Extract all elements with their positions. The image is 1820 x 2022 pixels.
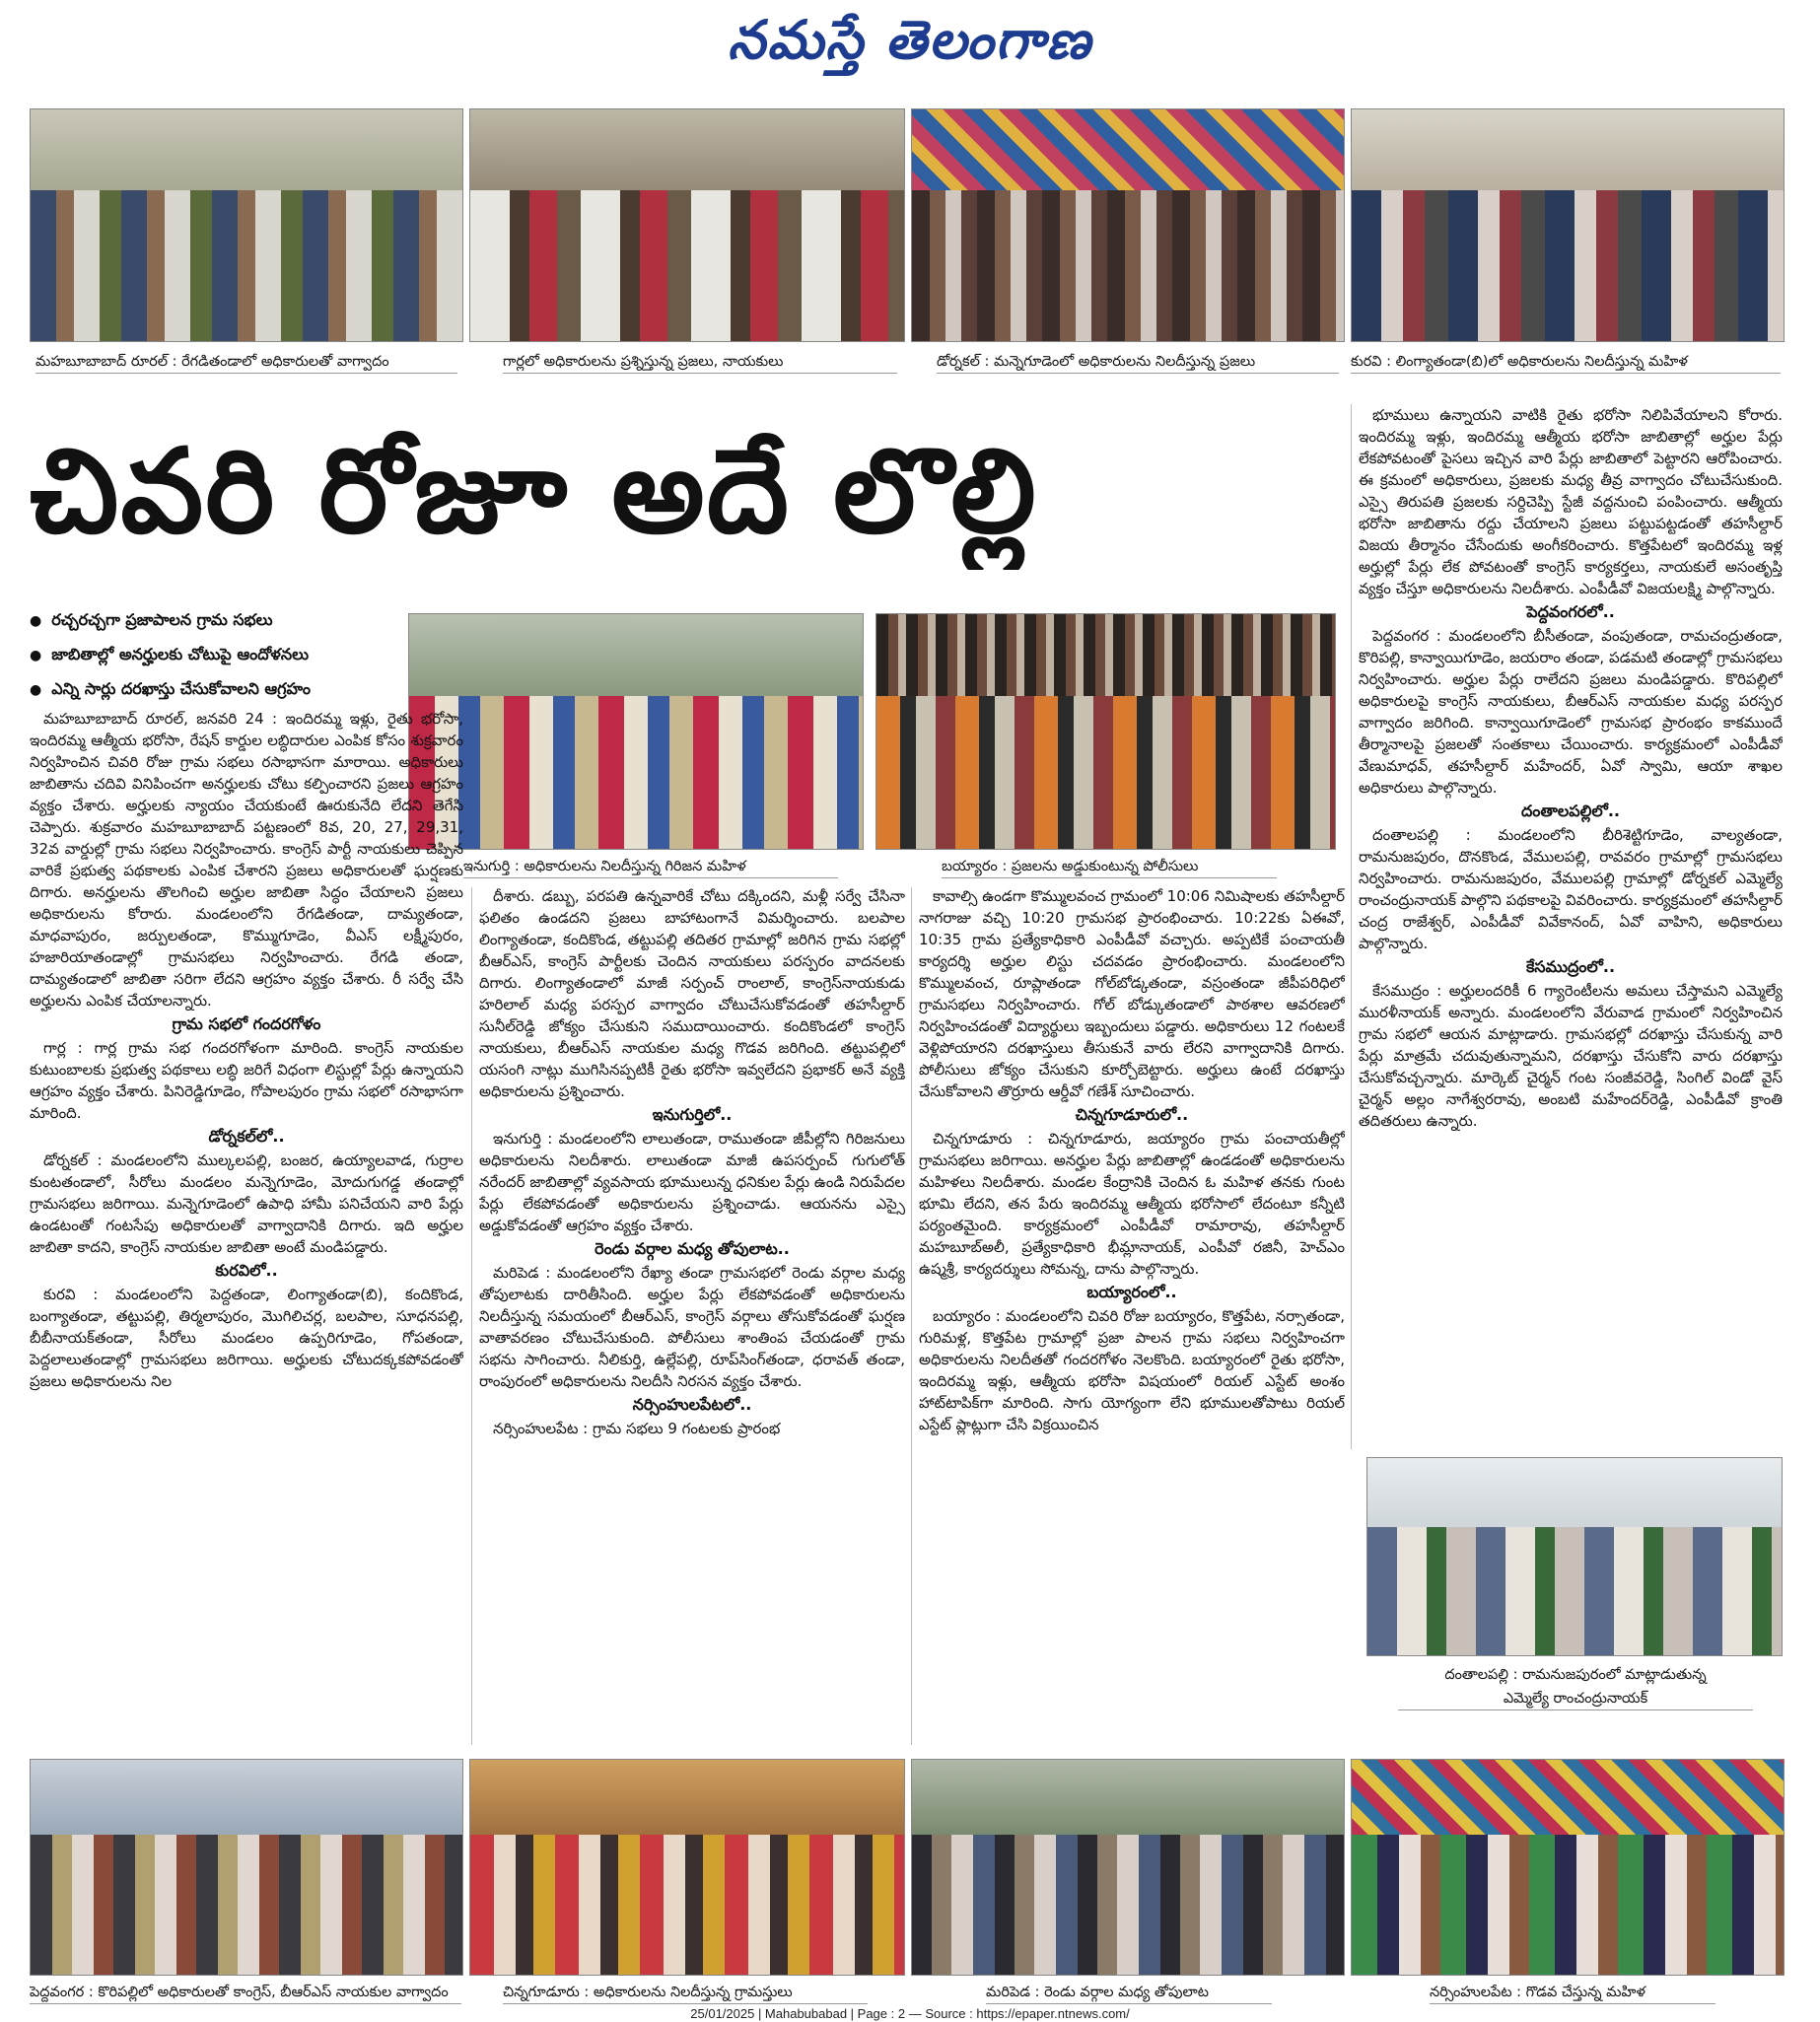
photo-inugurthi	[408, 613, 864, 850]
subheading: బయ్యారంలో..	[1086, 1283, 1177, 1301]
photo-lingyathanda	[1351, 108, 1785, 342]
article-paragraph: కేసముద్రం : అర్హులందరికీ 6 గ్యారెంటీలను అమలు చేస్తామని ఎమ్మెల్యే మురళీనాయక్ అన్నారు. మండలంలోని వేరువాడ గ్రామంలో నిర్వహించిన గ్రామ సభలో ఆయన మాట్లాడారు. గ్రామసభల్లో దరఖాస్తు చేసుకున్న వారి పేర్లు మాత్రమే చదువుతున్నామని, దరఖాస్తు చేసుకోని వారు దరఖాస్తు చేసుకోవచ్చన్నారు. మార్కెట్ చైర్మన్ గంట సంజీవరెడ్డి, సింగిల్ విండో వైస్ చైర్మన్ అల్లం నాగేశ్వరరావు, అంబటి మహేందర్‌రెడ్డి, ఎంపీడీవో క్రాంతి తదితరులు ఉన్నారు.	[1359, 982, 1783, 1130]
article-paragraph: మహబూబాబాద్ రూరల్, జనవరి 24 : ఇందిరమ్మ ఇళ్లు, రైతు భరోసా, ఇందిరమ్మ ఆత్మీయ భరోసా, రేషన్ కార్డుల లబ్ధిదారుల ఎంపిక కోసం శుక్రవారం నిర్వహించిన చివరి రోజు గ్రామ సభలు రసాభాసగా మారాయి. అధికారులు జాబితాను చదివి వినిపించగా అనర్హులకు చోటు కల్పించారని ప్రజలు ఆగ్రహం వ్యక్తం చేశారు. అర్హులకు న్యాయం చేయకుంటే ఊరుకునేది లేదని తెగేసి చెప్పారు. శుక్రవారం మహబూబాబాద్ పట్టణంలో 8వ, 20, 27, 29,31, 32వ వార్డుల్లో గ్రామ సభలు నిర్వహించారు. కాంగ్రెస్ పార్టీ నాయకులు చెప్పిన వారికే ప్రభుత్వ పథకాలకు ఎంపిక చేశారని ప్రజలు అధికారులతో ఘర్షణకు దిగారు. అనర్హులను తొలగించి అర్హుల జాబితా సిద్ధం చేయాలని ప్రజలు అధికారులను కోరారు. మండలంలోని రేగడితండా, దామ్యతండా, మాధవాపురం, జర్పులతండా, కొమ్ముగూడెం, వీఎస్ లక్ష్మీపురం, హజారియాతండాల్లో గ్రామసభలు నిర్వహించారు. రేగడి తండా, దామ్యతండాలో జాబితా సరిగా లేదని ఆగ్రహం వ్యక్తం చేశారు. రీ సర్వే చేసి అర్హులను ఎంపిక చేయాలన్నారు.	[30, 710, 463, 1010]
article-paragraph: నర్సింహులపేట : గ్రామ సభలు 9 గంటలకు ప్రారంభ	[493, 1420, 781, 1437]
photo-garla	[469, 108, 905, 342]
article-paragraph: మరిపెడ : మండలంలోని రేఖ్యా తండా గ్రామసభలో రెండు వర్గాల మధ్య తోపులాటకు దారితీసింది. అర్హుల పేర్లు లేకపోవడంతో అధికారులను నిలదీస్తున్న సమయంలో బీఆర్ఎస్, కాంగ్రెస్ వర్గాలు తోసుకోవడంతో ఘర్షణ వాతావరణం చోటుచేసుకుంది. పోలీసులు శాంతింప చేయడంతో గ్రామ సభను సాగించారు. నీలికుర్తి, ఉల్లేపల్లి, రూప్‌సింగ్‌తండా, ధరావత్ తండా, రాంపురంలో అధికారులను నిలదీసి నిరసన వ్యక్తం చేశారు.	[479, 1264, 905, 1390]
column-rule	[1351, 404, 1352, 1449]
photo-chinnagudur	[469, 1759, 905, 1976]
footer-bar: 25/01/2025 | Mahabubabad | Page : 2 — Source : https://epaper.ntnews.com/	[611, 2005, 1209, 2022]
article-paragraph: భూములు ఉన్నాయని వాటికి రైతు భరోసా నిలిపివేయాలని కోరారు. ఇందిరమ్మ ఇళ్లు, ఇందిరమ్మ ఆత్మీయ భరోసా జాబితాల్లో అర్హుల పేర్లు లేకపోవటంతో పైసలు ఇచ్చిన వారి పేర్లు జాబితాలో పెట్టారని ఆరోపించారు. ఈ క్రమంలో అధికారులు, ప్రజలకు మధ్య తీవ్ర వాగ్వాదం చోటుచేసుకుంది. ఎస్సై తిరుపతి ప్రజలకు సర్దిచెప్పి స్టేజీ వద్దనుంచి పంపించారు. ఆత్మీయ భరోసా జాబితాను రద్దు చేయాలని ప్రజలు పట్టుపట్టడంతో తహసీల్దార్ విజయ తీర్మానం చేసేందుకు అంగీకరించారు. కొత్తపేటలో ఇందిరమ్మ ఇళ్ల అర్హుల్లో పేర్లు లేక పోవటంతో కాంగ్రెస్ కార్యకర్తలు, నాయకులే అసంతృప్తి వ్యక్తం చేస్తూ అధికారులను నిలదీశారు. ఎంపీడీవో విజయలక్ష్మి పాల్గొన్నారు.	[1359, 406, 1783, 597]
article-paragraph: గార్ల : గార్ల గ్రామ సభ గందరగోళంగా మారింది. కాంగ్రెస్ నాయకుల కుటుంబాలకు ప్రభుత్వ పథకాలు లబ్ధి జరిగే విధంగా లిస్టుల్లో పేర్లు ఉన్నాయని ఆగ్రహం వ్యక్తం చేశారు. పినిరెడ్డిగూడెం, గోపాలపురం గ్రామ సభలో రసాభాసగా మారింది.	[30, 1039, 463, 1122]
subheading: దంతాలపల్లిలో..	[1521, 802, 1620, 820]
column-rule	[471, 887, 472, 1745]
photo-narsimhulapet	[1351, 1759, 1785, 1976]
footer-source-link[interactable]: Source : https://epaper.ntnews.com/	[925, 2006, 1130, 2021]
photo-maripeda	[911, 1759, 1345, 1976]
subheading: రెండు వర్గాల మధ్య తోపులాట..	[595, 1239, 790, 1258]
bullet-3: ● ఎన్ని సార్లు దరఖాస్తు చేసుకోవాలని ఆగ్రహం	[30, 672, 404, 707]
caption-mannegudem: డోర్నకల్ : మన్నెగూడెంలో అధికారులను నిలదీస్తున్న ప్రజలు	[937, 351, 1339, 374]
caption-narsimhulapet: నర్సింహులపేట : గొడవ చేస్తున్న మహిళ	[1430, 1982, 1715, 2004]
subheading: కేసముద్రంలో..	[1525, 957, 1616, 976]
headline: చివరి రోజూ అదే లొల్లి	[30, 423, 1038, 559]
caption-regadithanda: మహబూబాబాద్ రూరల్ : రేగడితండాలో అధికారులతో వాగ్వాదం	[35, 351, 457, 374]
photo-mannegudem	[911, 108, 1345, 342]
subheading: గ్రామ సభలో గందరగోళం	[172, 1014, 321, 1033]
caption-bayyaram: బయ్యారం : ప్రజలను అడ్డుకుంటున్న పోలీసులు	[942, 856, 1277, 878]
subheading: పెద్దవంగరలో..	[1526, 602, 1615, 621]
caption-lingyathanda: కురవి : లింగ్యాతండా(బి)లో అధికారులను నిలదీస్తున్న మహిళ	[1351, 351, 1781, 374]
subheading: నర్సింహులపేటలో..	[632, 1395, 752, 1414]
highlight-bullets	[30, 603, 404, 707]
article-paragraph: కావాల్సి ఉండగా కొమ్ములవంచ గ్రామంలో 10:06 నిమిషాలకు తహసీల్దార్ నాగరాజు వచ్చి 10:20 గ్రామసభ ప్రారంభించారు. 10:22కు ఏఈవో, 10:35 గ్రామ ప్రత్యేకాధికారి ఎంపీడీవో వచ్చారు. అప్పటికే పంచాయతీ కార్యదర్శి అర్హుల లిస్టు చదవడం ప్రారంభించారు. మండలంలోని కొమ్ములవంచ, రూప్లాతండా గోల్‌బోడ్కతండా, వస్రంతండా జీపీపరిధిలో గ్రామసభలు నిర్వహించారు. గోల్ బోడ్కుతండాలో పాఠశాల ఆవరణలో నిర్వహించడంతో విద్యార్థులు ఇబ్బందులు పడ్డారు. అధికారులు 12 గంటలకే వెళ్లిపోయారని దరఖాస్తులు తీసుకునే వారు లేరని వాగ్వాదానికి దిగారు. పోలీసులు జోక్యం చేసుకుని కూర్చోబెట్టారు. అర్హులు ఉంటే దరఖాస్తు చేసుకోవాలని తొర్రూరు ఆర్డీవో గణేశ్ సూచించారు.	[919, 887, 1345, 1100]
article-paragraph: దీశారు. డబ్బు, పరపతి ఉన్నవారికే చోటు దక్కిందని, మళ్లీ సర్వే చేసినా ఫలితం ఉండదని ప్రజలు బాహాటంగానే విమర్శించారు. బలపాల లింగ్యాతండా, కందికొండ, తట్టుపల్లి తదితర గ్రామాల్లో జరిగిన గ్రామ సభల్లో బీఆర్ఎస్, కాంగ్రెస్ పార్టీలకు చెందిన నాయకులు పరస్పరం వాదనలకు దిగారు. లింగ్యాతండాలో మాజీ సర్పంచ్ రాంలాల్, కాంగ్రెస్‌నాయకుడు హరిలాల్ మధ్య పరస్పర వాగ్వాదం చోటుచేసుకోవడంతో తహసీల్దార్ సునీల్‌రెడ్డి జోక్యం చేసుకుని సముదాయించారు. కందికొండలో కాంగ్రెస్ నాయకులు, బీఆర్ఎస్ నాయకుల మధ్య గొడవ జరిగింది. తట్టుపల్లిలో యసంగి నాట్లు ముగిసినప్పటికీ రైతు భరోసా ఇవ్వలేదని ప్రభాకర్ అనే వ్యక్తి అధికారులను ప్రశ్నించారు.	[479, 887, 905, 1100]
article-column-1	[30, 708, 463, 1743]
subheading: డోర్నకల్‌లో..	[208, 1127, 285, 1146]
caption-ramanujapuram-1: దంతాలపల్లి : రామనుజపురంలో మాట్లాడుతున్న	[1444, 1667, 1707, 1683]
article-paragraph: దంతాలపల్లి : మండలంలోని బీరిశెట్టిగూడెం, వాల్యతండా, రామనుజపురం, దొనకొండ, వేములపల్లి, రావవరం గ్రామాల్లో గ్రామసభలు నిర్వహించారు. రామనుజపురం, వేములపల్లి గ్రామాల్లో డోర్నకల్ ఎమ్మెల్యే రాంచంద్రునాయక్ పాల్గొని పథకాలపై వివరించారు. కార్యక్రమంలో తహసీల్దార్ చంద్ర రాజేశ్వర్, ఎంపీడీవో వివేకానంద్, ఏవో వాహిని, అధికారులు పాల్గొన్నారు.	[1359, 826, 1783, 952]
article-column-4	[1359, 404, 1783, 1454]
article-column-3	[919, 885, 1345, 1743]
caption-chinnagudur: చిన్నగూడూరు : అధికారులను నిలదీస్తున్న గ్రామస్తులు	[503, 1982, 868, 2004]
bullet-1: ● రచ్చరచ్చగా ప్రజాపాలన గ్రామ సభలు	[30, 603, 404, 638]
photo-regadithanda	[30, 108, 463, 342]
subheading: ఇనుగుర్తిలో..	[652, 1105, 733, 1124]
masthead-logo: నమస్తే తెలంగాణ	[728, 8, 1092, 71]
photo-koripalli	[30, 1759, 463, 1976]
article-paragraph: చిన్నగూడూరు : చిన్నగూడూరు, జయ్యారం గ్రామ పంచాయతీల్లో గ్రామసభలు జరిగాయి. అనర్హుల పేర్లు జాబితాల్లో ఉండడంతో అధికారులను మహిళలు నిలదీశారు. మండల కేంద్రానికి చెందిన ఓ మహిళ తనకు గుంట భూమి లేదని, తన పేరు ఇందిరమ్మ ఆత్మీయ భరోసాలో లేదంటూ కన్నీటి పర్యంతమైంది. కార్యక్రమంలో ఎంపీడీవో రామారావు, తహసీల్దార్ మహబూబ్‌అలీ, ప్రత్యేకాధికారి భీమ్లానాయక్, ఎంపీవో రజినీ, హెచ్‌ఎం ఉష్మశ్రీ, కార్యదర్శులు సోమన్న, దాను పాల్గొన్నారు.	[919, 1130, 1345, 1278]
caption-garla: గార్లలో అధికారులను ప్రశ్నిస్తున్న ప్రజలు, నాయకులు	[503, 351, 897, 374]
subheading: చిన్నగూడూరులో..	[1075, 1105, 1189, 1124]
subheading: కురవిలో..	[215, 1261, 278, 1280]
photo-ramanujapuram	[1366, 1457, 1783, 1656]
caption-ramanujapuram-2: ఎమ్మెల్యే రాంచంద్రునాయక్	[1398, 1688, 1753, 1710]
article-paragraph: కురవి : మండలంలోని పెద్దతండా, లింగ్యాతండా(బి), కందికొండ, బంగ్యాతండా, తట్టుపల్లి, తిర్మలాపురం, మొగిలిచర్ల, బలపాల, సూధనపల్లి, బీబీనాయక్‌తండా, సీరోలు మండలం ఉప్పరిగూడెం, గోపతండా, పెద్దలాలుతండాల్లో గ్రామసభలు జరిగాయి. అర్హులకు చోటుదక్కకపోవడంతో ప్రజలు అధికారులను నిల	[30, 1286, 463, 1390]
caption-koripalli: పెద్దవంగర : కొరిపల్లిలో అధికారులతో కాంగ్రెస్, బీఆర్ఎస్ నాయకుల వాగ్వాదం	[30, 1982, 461, 2004]
bullet-2: ● జాబితాల్లో అనర్హులకు చోటుపై ఆందోళనలు	[30, 638, 404, 672]
caption-inugurthi: ఇనుగుర్తి : అధికారులను నిలదీస్తున్న గిరిజన మహిళ	[463, 856, 838, 878]
footer-page-info: 25/01/2025 | Mahabubabad | Page : 2	[690, 2006, 906, 2021]
article-paragraph: పెద్దవంగర : మండలంలోని బీసీతండా, వంపుతండా, రామచంద్రుతండా, కొరిపల్లి, కాన్వాయిగూడెం, జయరాం తండా, పడమటి తండాల్లో గ్రామసభలు నిర్వహించారు. అర్హుల పేర్లు రాలేదని ప్రజలు మండిపడ్డారు. కొరిపల్లిలో అధికారులపై కాంగ్రెస్ నాయకులు, బీఆర్ఎస్ నాయకుల మధ్య పరస్పర వాగ్వాదం జరిగింది. కాన్వాయిగూడెంలో గ్రామసభ ప్రారంభం కాకముందే తీర్మానాలపై ప్రజలతో సంతకాలు చేయించారు. కార్యక్రమంలో ఎంపీడీవో వేణుమాధవ్, తహసీల్దార్ మహేందర్, ఏవో స్వామి, ఆయా శాఖల అధికారులు పాల్గొన్నారు.	[1359, 627, 1783, 797]
article-column-2	[479, 885, 905, 1743]
photo-bayyaram	[875, 613, 1336, 850]
column-rule	[911, 887, 912, 1745]
article-paragraph: బయ్యారం : మండలంలోని చివరి రోజు బయ్యారం, కొత్తపేట, నర్సాతండా, గురిమళ్ల, కొత్తపేట గ్రామాల్లో ప్రజా పాలన గ్రామ సభలు నిర్వహించగా అధికారులను నిలదీతతో గందరగోళం నెలకొంది. బయ్యారంలో రైతు భరోసా, ఇందిరమ్మ ఇళ్లు, ఆత్మీయ భరోసా విషయంలో రియల్ ఎస్టేట్ అంశం హాట్‌టాపిక్‌గా మారింది. సాగు యోగ్యంగా లేని భూములతోపాటు రియల్ ఎస్టేట్ ప్లాట్లుగా చేసి విక్రయించిన	[919, 1307, 1345, 1433]
article-paragraph: డోర్నకల్ : మండలంలోని ముల్కలపల్లి, బంజర, ఉయ్యాలవాడ, గుర్రాల కుంటతండాలో, సీరోలు మండలం మన్నెగూడెం, మోదుగుగడ్డ తండాల్లో గ్రామసభలు జరిగాయి. మన్నెగూడెంలో ఉపాధి హామీ పనిచేయని వారి పేర్లు ఉండటంతో గంటసేపు అధికారులతో వాగ్వాదానికి దిగారు. ఇది అర్హుల జాబితా కాదని, కాంగ్రెస్ నాయకుల జాబితా అంటే మండిపడ్డారు.	[30, 1151, 463, 1256]
article-paragraph: ఇనుగుర్తి : మండలంలోని లాలుతండా, రాముతండా జీపీల్లోని గిరిజనులు అధికారులను నిలదీశారు. లాలుతండా మాజీ ఉపసర్పంచ్ గుగులోత్ నరేందర్ జాబితాల్లో వ్యవసాయ భూములున్న ధనికుల పేర్లు ఉండి నిరుపేదల పేర్లు లేకపోవడంతో అధికారులను ప్రశ్నించాడు. ఆయనను ఎస్సై అడ్డుకోవడంతో ఆగ్రహం వ్యక్తం చేశారు.	[479, 1130, 905, 1234]
caption-maripeda: మరిపెడ : రెండు వర్గాల మధ్య తోపులాట	[986, 1982, 1272, 2004]
